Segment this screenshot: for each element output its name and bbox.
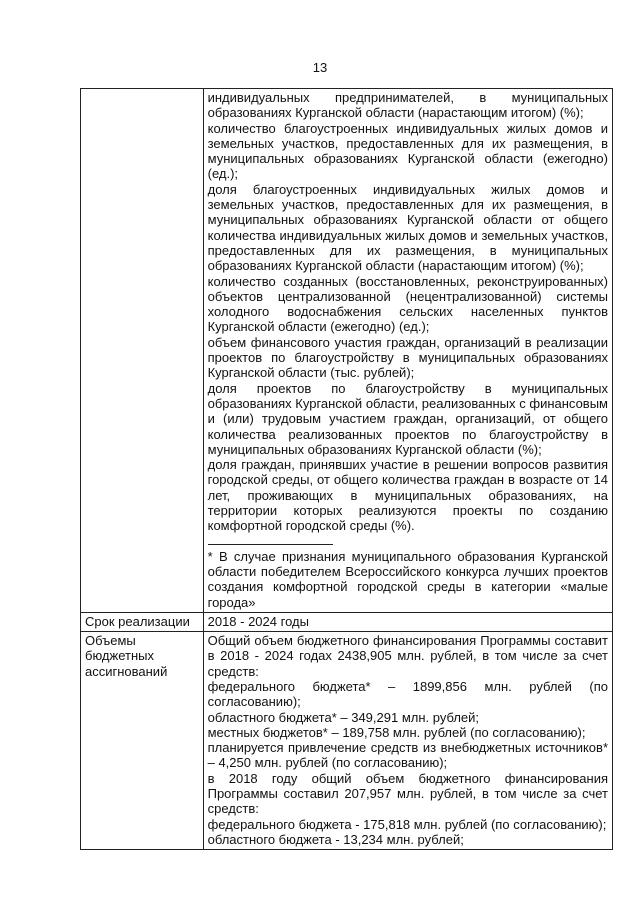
indicator-item: индивидуальных предпринимателей, в муниципальных образованиях Курганской области (нарастающим итогом) (%);: [207, 90, 608, 121]
budget-line: в 2018 году общий объем бюджетного финансирования Программы составил 207,957 млн. рублей, в том числе за счет средств:: [207, 770, 608, 817]
indicators-label-cell: [81, 89, 204, 613]
table-row-term: [81, 612, 613, 631]
page-number: 13: [312, 60, 328, 75]
budget-line: местных бюджетов* – 189,758 млн. рублей (по согласованию);: [207, 724, 586, 740]
indicator-item: объем финансового участия граждан, организаций в реализации проектов по благоустройству в муниципальных образованиях Курганской области (тыс. рублей);: [207, 334, 608, 381]
budget-line: федерального бюджета* – 1899,856 млн. рублей (по согласованию);: [207, 678, 608, 710]
indicator-item: доля проектов по благоустройству в муниципальных образованиях Курганской области, реализованных с финансовым и (или) трудовым участием граждан, организаций, от общего количества реализованных проектов по благоустройству в муниципальных образованиях Курганской области (%);: [207, 380, 608, 457]
table-row-indicators: [81, 89, 613, 613]
footnote-divider: [208, 544, 333, 545]
budget-cell: [203, 632, 612, 850]
indicator-item: доля благоустроенных индивидуальных жилых домов и земельных участков, предоставленных для их размещения, в муниципальных образованиях Курганской области от общего количества индивидуальных жилых домов и земельных участков, предоставленных для их размещения, в муниципальных образованиях Курганской области (нарастающим итогом) (%);: [207, 181, 608, 274]
footnote-text: * В случае признания муниципального образования Курганской области победителем Всероссийского конкурса лучших проектов создания комфортной городской среды в категории «малые города»: [207, 548, 608, 610]
passport-table: [80, 88, 613, 850]
indicator-item: доля граждан, принявших участие в решении вопросов развития городской среды, от общего количества граждан в возрасте от 14 лет, проживающих в муниципальных образованиях, на территории которых реализуются проекты по созданию комфортной городской среды (%).: [207, 457, 608, 534]
budget-line: федерального бюджета - 175,818 млн. рублей (по согласованию);: [207, 816, 607, 832]
term-value: 2018 - 2024 годы: [203, 612, 612, 631]
budget-line: областного бюджета - 13,234 млн. рублей;: [207, 831, 464, 847]
indicator-item: количество созданных (восстановленных, реконструированных) объектов централизованной (нецентрализованной) системы холодного водоснабжения сельских населенных пунктов Курганской области (ежегодно) (ед.);: [207, 273, 608, 335]
budget-label: Объемы бюджетных ассигнований: [81, 632, 204, 850]
indicator-item: количество благоустроенных индивидуальных жилых домов и земельных участков, предоставленных для их размещения, в муниципальных образованиях Курганской области (ежегодно) (ед.);: [207, 120, 608, 182]
indicators-cell: [203, 89, 612, 613]
term-label: Срок реализации: [81, 612, 204, 631]
budget-line: Общий объем бюджетного финансирования Программы составит в 2018 - 2024 годах 2438,905 млн. рублей, в том числе за счет средств:: [207, 633, 608, 679]
budget-line: областного бюджета* – 349,291 млн. рублей;: [207, 709, 480, 725]
budget-line: планируется привлечение средств из внебюджетных источников* – 4,250 млн. рублей (по согласованию);: [207, 740, 608, 771]
table-row-budget: [81, 632, 613, 850]
